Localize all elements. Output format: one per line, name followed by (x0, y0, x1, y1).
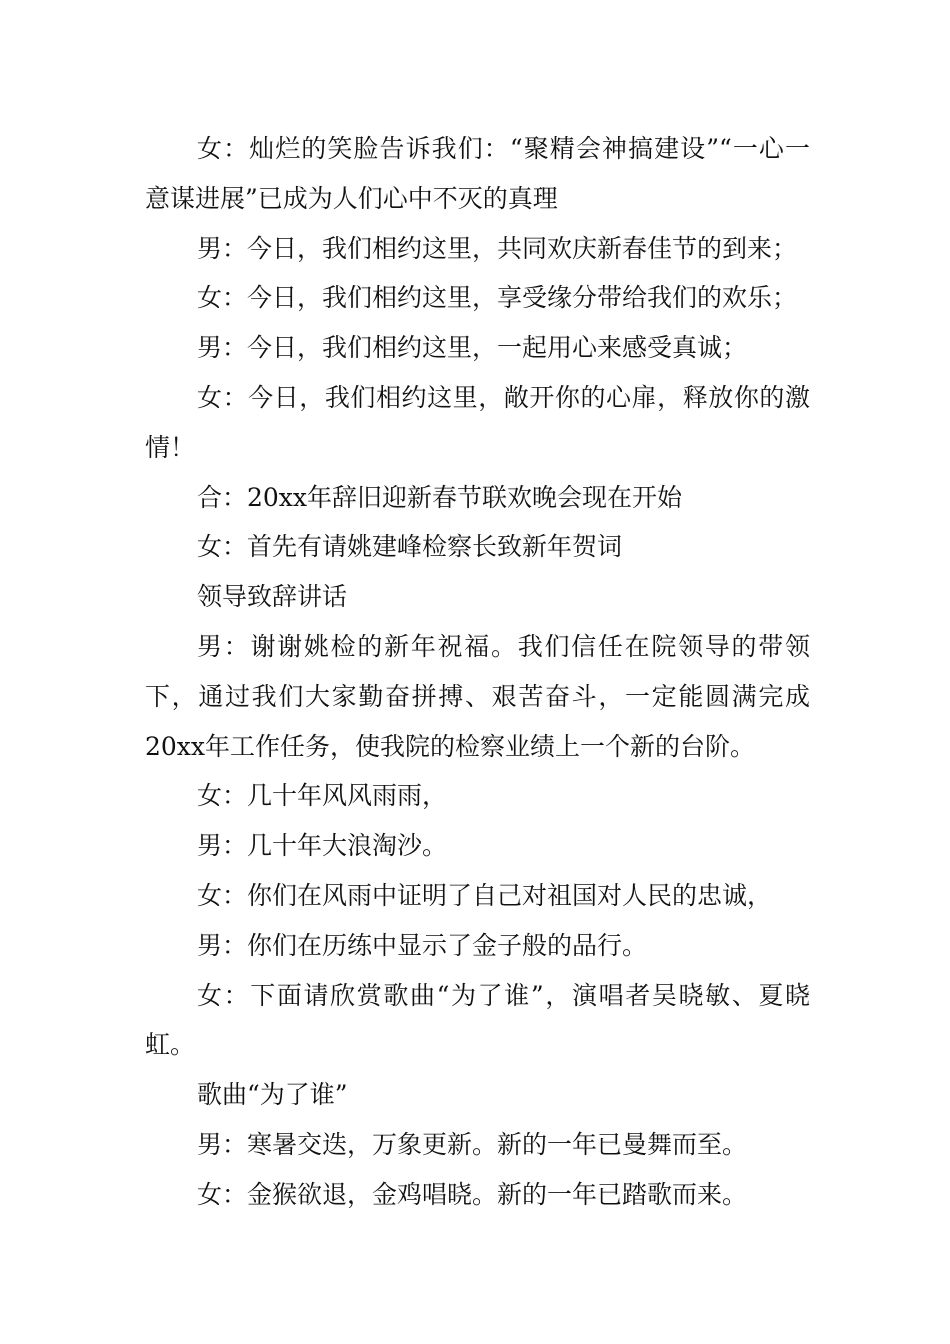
paragraph: 女：几十年风风雨雨， (197, 781, 448, 811)
paragraph: 男：谢谢姚检的新年祝福。我们信任在院领导的带领下，通过我们大家勤奋拼搏、艰苦奋斗，一定能圆满完成20xx年工作任务，使我院的检察业绩上一个新的台阶。 (145, 631, 810, 761)
paragraph: 男：你们在历练中显示了金子般的品行。 (197, 930, 648, 960)
paragraph: 男：今日，我们相约这里，共同欢庆新春佳节的到来； (197, 233, 798, 263)
paragraph: 女：你们在风雨中证明了自己对祖国对人民的忠诚， (197, 880, 773, 910)
paragraph: 女：今日，我们相约这里，享受缘分带给我们的欢乐； (197, 283, 798, 313)
paragraph: 女：首先有请姚建峰检察长致新年贺词 (197, 532, 623, 562)
paragraph: 女：今日，我们相约这里，敞开你的心扉，释放你的激情！ (145, 382, 810, 462)
paragraph: 歌曲“为了谁” (197, 1080, 348, 1110)
paragraph: 男：几十年大浪淘沙。 (197, 831, 448, 861)
paragraph: 女：灿烂的笑脸告诉我们：“聚精会神搞建设”“一心一意谋进展”已成为人们心中不灭的真理 (145, 134, 810, 213)
paragraph: 合：20xx年辞旧迎新春节联欢晚会现在开始 (197, 482, 683, 512)
paragraph: 男：寒暑交迭，万象更新。新的一年已曼舞而至。 (197, 1129, 748, 1159)
paragraph: 女：金猴欲退，金鸡唱晓。新的一年已踏歌而来。 (197, 1179, 748, 1209)
document-body (145, 124, 810, 1220)
paragraph: 领导致辞讲话 (197, 582, 348, 612)
paragraph: 男：今日，我们相约这里，一起用心来感受真诚； (197, 333, 748, 363)
paragraph: 女：下面请欣赏歌曲“为了谁”，演唱者吴晓敏、夏晓虹。 (145, 980, 810, 1060)
